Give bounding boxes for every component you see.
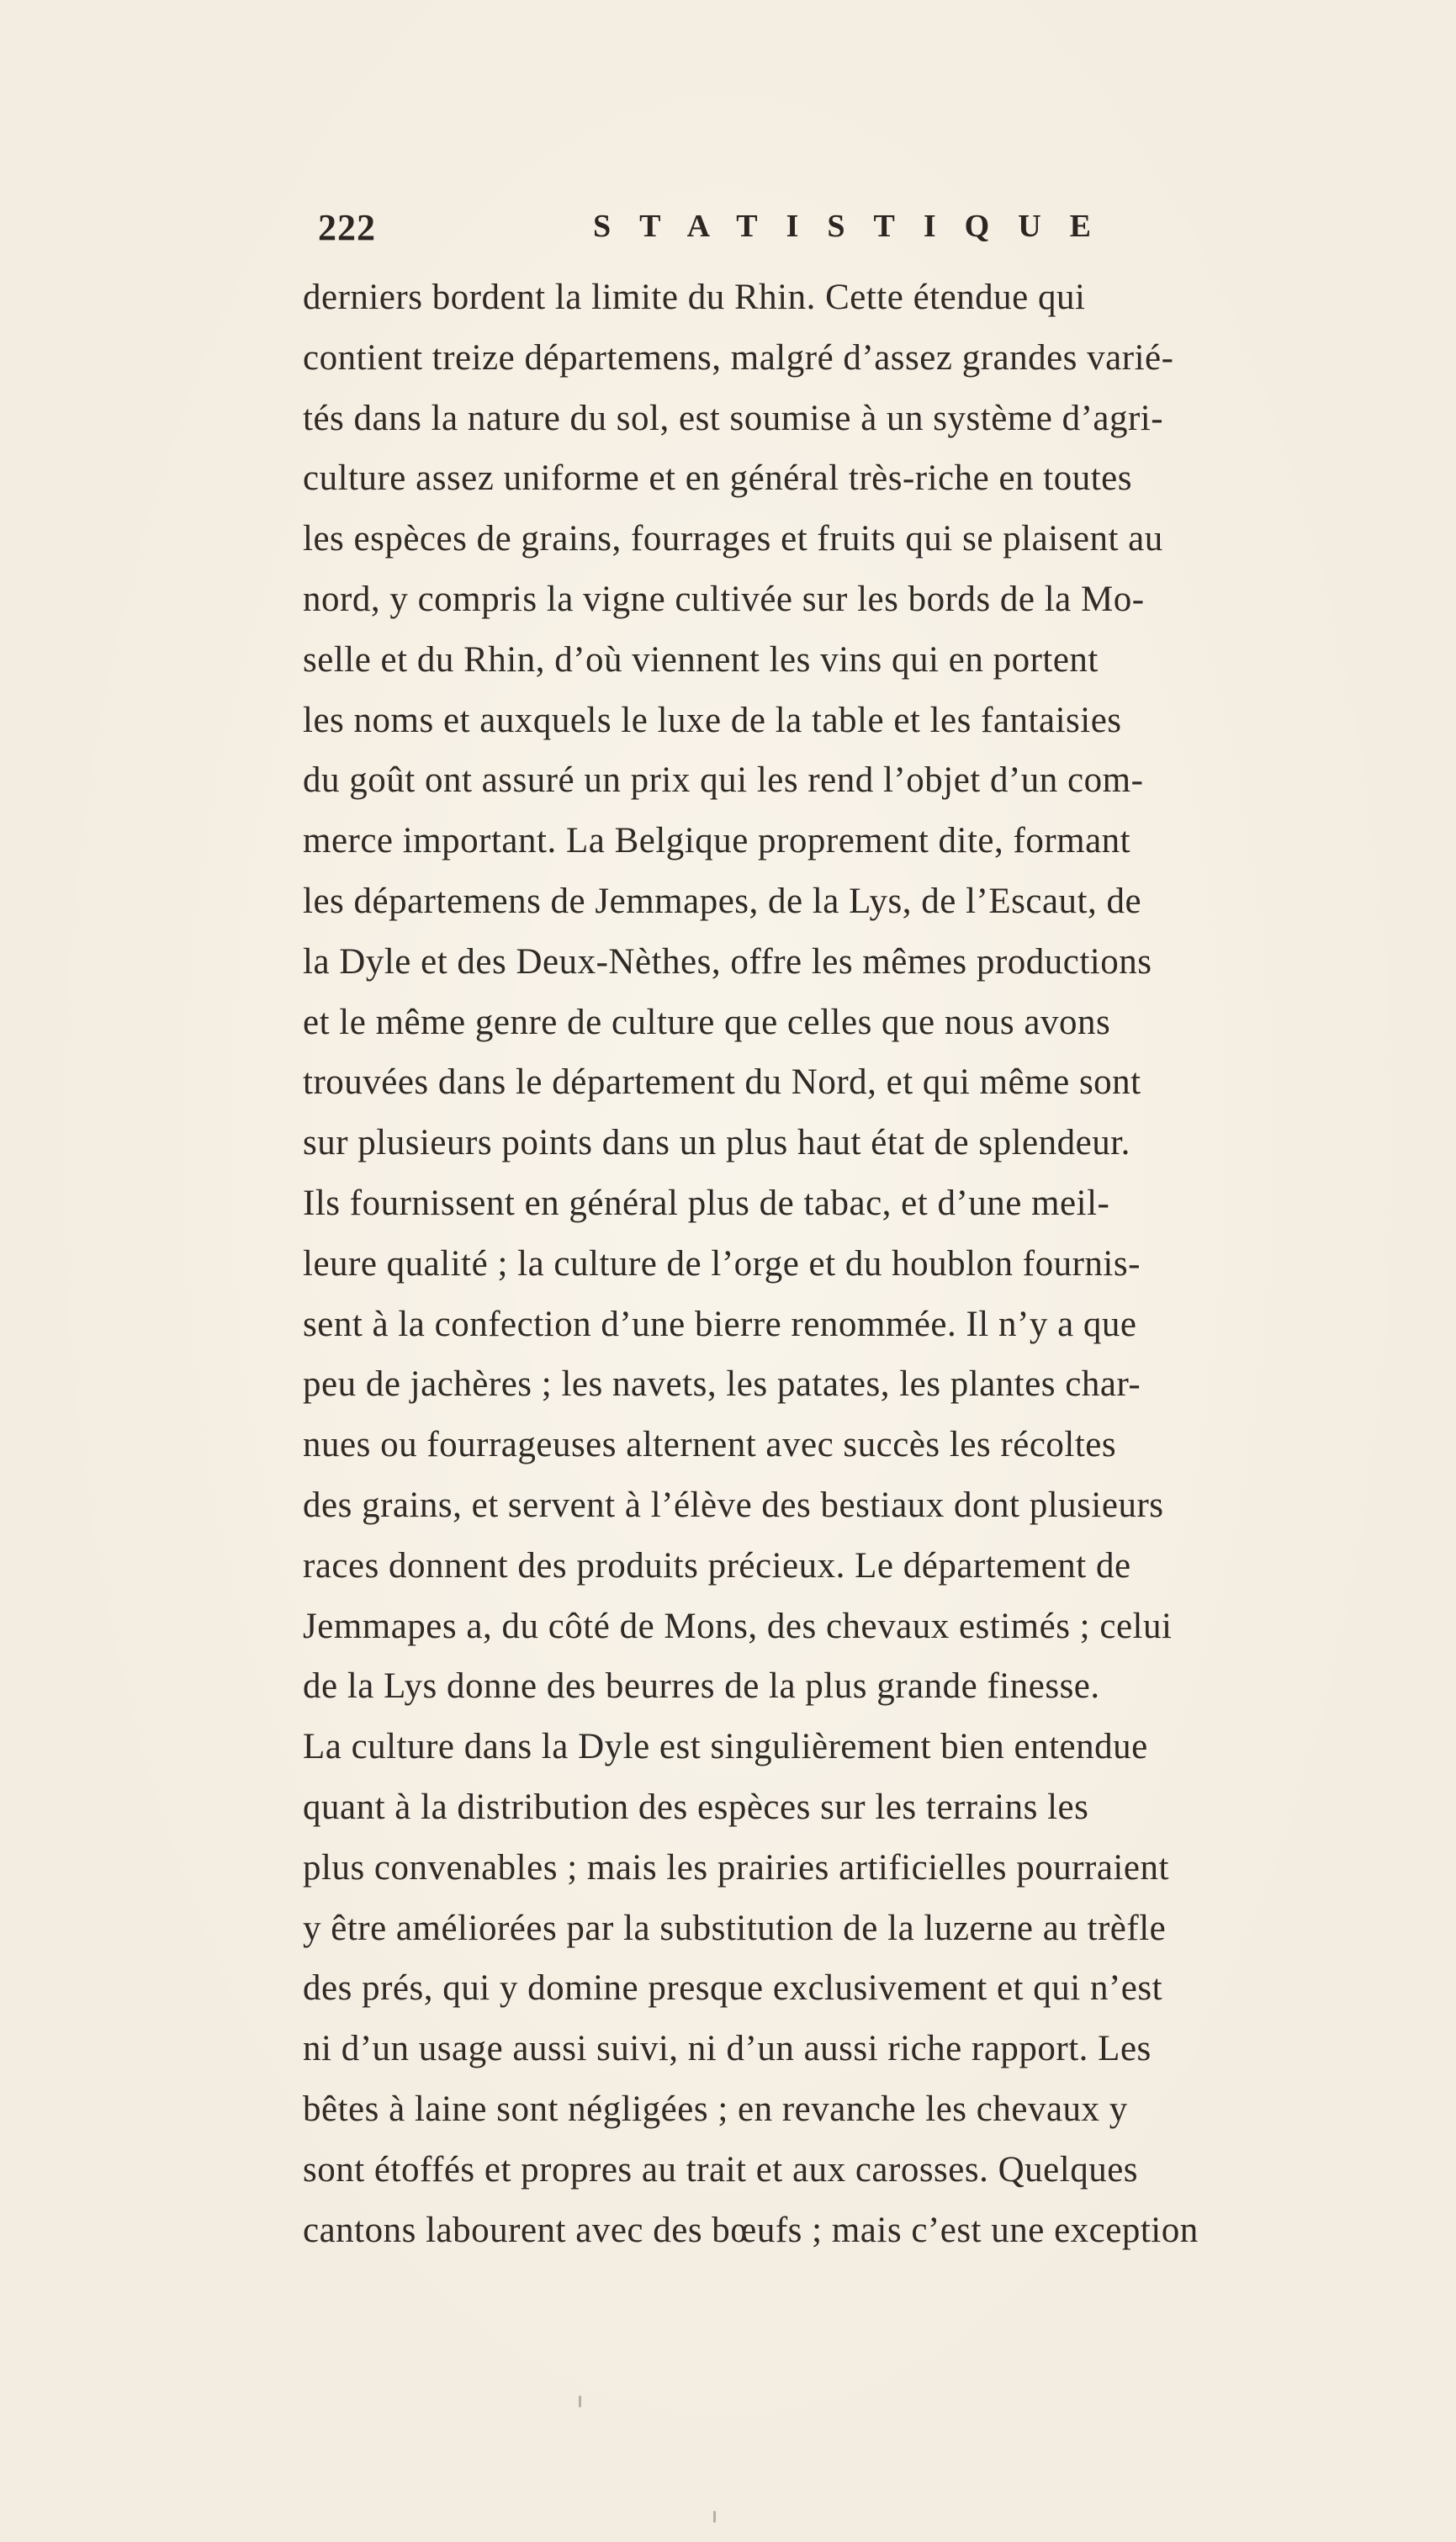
running-head: STATISTIQUE	[593, 209, 1120, 244]
text-line: y être améliorées par la substitution de la luzerne au trèfle	[303, 1908, 1167, 1948]
paper-speck	[579, 2396, 581, 2407]
text-line: sont étoffés et propres au trait et aux carosses. Quelques	[303, 2149, 1139, 2190]
text-line: trouvées dans le département du Nord, et qui même sont	[303, 1062, 1141, 1103]
text-line: plus convenables ; mais les prairies artificielles pourraient	[303, 1847, 1169, 1888]
text-line: bêtes à laine sont négligées ; en revanche les chevaux y	[303, 2089, 1128, 2129]
text-line: nord, y compris la vigne cultivée sur les bords de la Mo-	[303, 579, 1145, 619]
text-line: tés dans la nature du sol, est soumise à un système d’agri-	[303, 398, 1164, 438]
body-text	[303, 267, 1413, 2260]
text-line: cantons labourent avec des bœufs ; mais c’est une exception	[303, 2210, 1199, 2250]
text-line: et le même genre de culture que celles que nous avons	[303, 1002, 1111, 1042]
text-line: les noms et auxquels le luxe de la table et les fantaisies	[303, 700, 1122, 740]
text-line: nues ou fourrageuses alternent avec succès les récoltes	[303, 1425, 1117, 1465]
text-line: sent à la confection d’une bierre renommée. Il n’y a que	[303, 1304, 1137, 1344]
text-line: la Dyle et des Deux-Nèthes, offre les mêmes productions	[303, 941, 1152, 982]
text-line: derniers bordent la limite du Rhin. Cette étendue qui	[303, 278, 1086, 317]
text-line: des prés, qui y domine presque exclusivement et qui n’est	[303, 1968, 1163, 2009]
text-line: Jemmapes a, du côté de Mons, des chevaux estimés ; celui	[303, 1606, 1173, 1646]
text-line: contient treize départemens, malgré d’assez grandes varié-	[303, 337, 1174, 378]
text-line: sur plusieurs points dans un plus haut état de splendeur.	[303, 1123, 1130, 1163]
text-line: du goût ont assuré un prix qui les rend l’objet d’un com-	[303, 760, 1144, 801]
text-line: culture assez uniforme et en général très-riche en toutes	[303, 458, 1133, 499]
page-number: 222	[318, 207, 376, 248]
text-line: quant à la distribution des espèces sur les terrains les	[303, 1787, 1089, 1827]
text-line: de la Lys donne des beurres de la plus grande finesse.	[303, 1666, 1100, 1707]
text-line: selle et du Rhin, d’où viennent les vins qui en portent	[303, 639, 1099, 680]
text-line: ni d’un usage aussi suivi, ni d’un aussi riche rapport. Les	[303, 2029, 1152, 2069]
text-line: les départemens de Jemmapes, de la Lys, de l’Escaut, de	[303, 881, 1142, 921]
text-line: Ils fournissent en général plus de tabac, et d’une meil-	[303, 1183, 1110, 1223]
page-header	[311, 206, 1144, 257]
text-line: des grains, et servent à l’élève des bestiaux dont plusieurs	[303, 1485, 1164, 1525]
paper-speck	[713, 2511, 716, 2523]
text-line: peu de jachères ; les navets, les patates, les plantes char-	[303, 1364, 1141, 1405]
text-line: leure qualité ; la culture de l’orge et du houblon fournis-	[303, 1243, 1141, 1284]
text-line: merce important. La Belgique proprement dite, formant	[303, 821, 1131, 861]
text-line: races donnent des produits précieux. Le département de	[303, 1545, 1131, 1586]
text-line: les espèces de grains, fourrages et fruits qui se plaisent au	[303, 519, 1163, 559]
text-line: La culture dans la Dyle est singulièrement bien entendue	[303, 1727, 1148, 1767]
